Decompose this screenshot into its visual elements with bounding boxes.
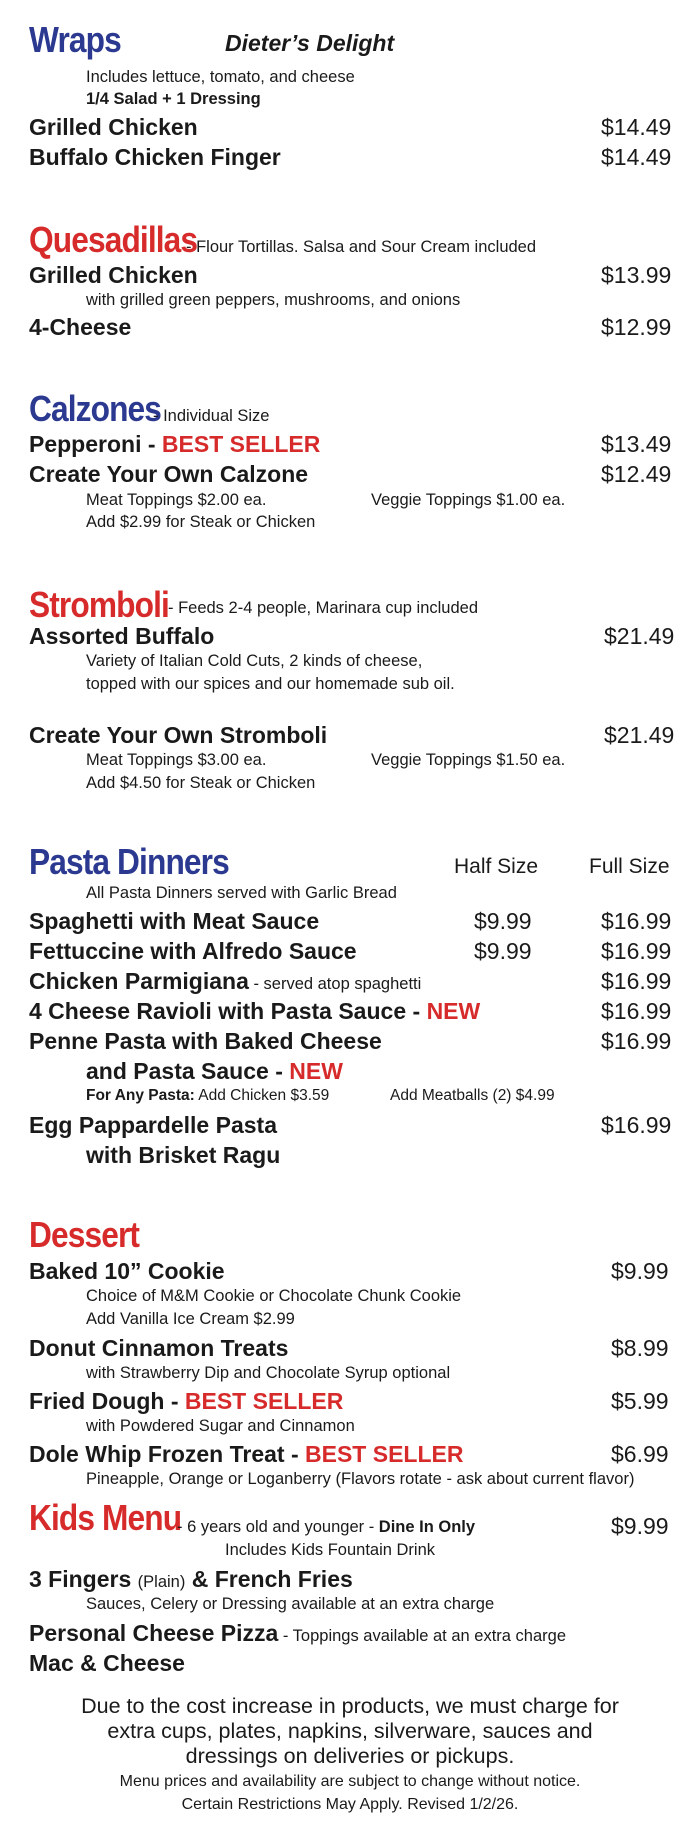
quesadillas-item-desc: with grilled green peppers, mushrooms, and onions <box>86 291 461 309</box>
wraps-subtitle: Dieter’s Delight <box>225 30 395 56</box>
dessert-item-desc: with Powdered Sugar and Cinnamon <box>86 1417 355 1435</box>
calzones-heading: Calzones <box>29 388 162 429</box>
dessert-item-price: $5.99 <box>611 1388 669 1414</box>
wraps-desc: Includes lettuce, tomato, and cheese <box>86 68 355 86</box>
wraps-heading: Wraps <box>29 19 121 60</box>
quesadillas-item-price: $12.99 <box>601 314 672 340</box>
wraps-item-name: Grilled Chicken <box>29 114 198 140</box>
pasta-full-size-header: Full Size <box>589 855 670 878</box>
kids-item-note: - Toppings available at an extra charge <box>278 1627 567 1645</box>
calzones-note: - Individual Size <box>153 407 270 425</box>
pasta-item-full-price: $16.99 <box>601 908 672 934</box>
kids-item-label: & French Fries <box>185 1566 353 1592</box>
quesadillas-item-price: $13.99 <box>601 262 672 288</box>
footer-disclaimer: Menu prices and availability are subject to change without notice. <box>119 1773 581 1790</box>
calzones-item-name: Create Your Own Calzone <box>29 461 309 487</box>
stromboli-heading: Stromboli <box>29 584 169 625</box>
kids-note-text: - 6 years old and younger - <box>177 1518 379 1536</box>
stromboli-item-desc: Variety of Italian Cold Cuts, 2 kinds of cheese, <box>86 652 423 670</box>
kids-item-name: Mac & Cheese <box>29 1650 185 1676</box>
pasta-item-name-line2: with Brisket Ragu <box>86 1142 281 1168</box>
pasta-item-full-price: $16.99 <box>601 968 672 994</box>
stromboli-item-price: $21.49 <box>604 623 675 649</box>
stromboli-item-name: Create Your Own Stromboli <box>29 722 328 748</box>
kids-item-name <box>29 1619 566 1647</box>
dessert-item-label: Fried Dough - <box>29 1388 185 1414</box>
wraps-item-name: Buffalo Chicken Finger <box>29 144 281 170</box>
pasta-heading: Pasta Dinners <box>29 841 229 882</box>
pasta-item-name: Egg Pappardelle Pasta <box>29 1112 277 1138</box>
pasta-item-full-price: $16.99 <box>601 1112 672 1138</box>
pasta-item-full-price: $16.99 <box>601 998 672 1024</box>
dessert-item-desc: Choice of M&M Cookie or Chocolate Chunk Cookie <box>86 1287 462 1305</box>
dessert-item-price: $8.99 <box>611 1335 669 1361</box>
pasta-item-note: - served atop spaghetti <box>248 975 422 993</box>
dessert-item-desc: Pineapple, Orange or Loganberry (Flavors rotate - ask about current flavor) <box>86 1470 635 1488</box>
stromboli-meat-toppings: Meat Toppings $3.00 ea. <box>86 751 267 769</box>
quesadillas-item-name: Grilled Chicken <box>29 262 198 288</box>
stromboli-add-note: Add $4.50 for Steak or Chicken <box>86 774 316 792</box>
dessert-item-price: $6.99 <box>611 1441 669 1467</box>
kids-item-name <box>29 1565 353 1593</box>
calzones-item-price: $13.49 <box>601 431 672 457</box>
wraps-desc2: 1/4 Salad + 1 Dressing <box>86 90 261 108</box>
kids-item-small: (Plain) <box>137 1573 186 1591</box>
dessert-item-name: Baked 10” Cookie <box>29 1258 225 1284</box>
pasta-item-name: Penne Pasta with Baked Cheese <box>29 1028 382 1054</box>
calzones-meat-toppings: Meat Toppings $2.00 ea. <box>86 491 267 509</box>
kids-note <box>177 1516 475 1538</box>
dessert-item-name <box>29 1387 343 1415</box>
pasta-item-label: 4 Cheese Ravioli with Pasta Sauce - <box>29 998 427 1024</box>
quesadillas-heading: Quesadillas <box>29 219 198 260</box>
calzones-item-name <box>29 430 320 458</box>
pasta-addons-label: For Any Pasta: <box>86 1087 195 1104</box>
stromboli-item-name: Assorted Buffalo <box>29 623 215 649</box>
pasta-item-half-price: $9.99 <box>474 908 532 934</box>
pasta-addon-meatballs: Add Meatballs (2) $4.99 <box>390 1087 555 1104</box>
pasta-item-name: Fettuccine with Alfredo Sauce <box>29 938 357 964</box>
pasta-addon-chicken: Add Chicken $3.59 <box>198 1087 330 1104</box>
pasta-half-size-header: Half Size <box>454 855 539 878</box>
dessert-item-desc: with Strawberry Dip and Chocolate Syrup optional <box>86 1364 451 1382</box>
dessert-item-name <box>29 1440 463 1468</box>
calzones-add-note: Add $2.99 for Steak or Chicken <box>86 513 316 531</box>
footer-notice-line: dressings on deliveries or pickups. <box>185 1744 515 1768</box>
calzones-item-price: $12.49 <box>601 461 672 487</box>
pasta-item-full-price: $16.99 <box>601 938 672 964</box>
stromboli-item-price: $21.49 <box>604 722 675 748</box>
kids-item-label: 3 Fingers <box>29 1566 138 1592</box>
calzones-veggie-toppings: Veggie Toppings $1.00 ea. <box>371 491 566 509</box>
new-badge: NEW <box>426 998 481 1024</box>
pasta-item-label: and Pasta Sauce - <box>86 1058 290 1084</box>
pasta-item-half-price: $9.99 <box>474 938 532 964</box>
pasta-item-full-price: $16.99 <box>601 1028 672 1054</box>
stromboli-veggie-toppings: Veggie Toppings $1.50 ea. <box>371 751 566 769</box>
best-seller-badge: BEST SELLER <box>161 431 321 457</box>
dessert-item-name: Donut Cinnamon Treats <box>29 1335 289 1361</box>
kids-item-desc: Sauces, Celery or Dressing available at an extra charge <box>86 1595 495 1613</box>
stromboli-note: - Feeds 2-4 people, Marinara cup included <box>168 599 479 617</box>
calzones-item-label: Pepperoni - <box>29 431 162 457</box>
pasta-addons <box>86 1085 329 1107</box>
wraps-item-price: $14.49 <box>601 114 672 140</box>
pasta-desc: All Pasta Dinners served with Garlic Bread <box>86 884 397 902</box>
new-badge: NEW <box>289 1058 343 1084</box>
pasta-item-name <box>29 967 421 995</box>
pasta-item-label: Chicken Parmigiana <box>29 968 249 994</box>
stromboli-item-desc: topped with our spices and our homemade sub oil. <box>86 675 455 693</box>
kids-item-label: Personal Cheese Pizza <box>29 1620 279 1646</box>
footer-notice-line: Due to the cost increase in products, we must charge for <box>81 1694 619 1718</box>
pasta-item-name <box>29 997 480 1025</box>
kids-drink-note: Includes Kids Fountain Drink <box>225 1541 436 1559</box>
pasta-item-name-line2 <box>86 1057 343 1085</box>
best-seller-badge: BEST SELLER <box>305 1441 464 1467</box>
pasta-item-name: Spaghetti with Meat Sauce <box>29 908 320 934</box>
footer-notice-line: extra cups, plates, napkins, silverware, sauces and <box>107 1719 593 1743</box>
dessert-item-label: Dole Whip Frozen Treat - <box>29 1441 306 1467</box>
kids-price: $9.99 <box>611 1513 669 1539</box>
dessert-item-price: $9.99 <box>611 1258 669 1284</box>
footer-revised: Certain Restrictions May Apply. Revised 1/2/26. <box>181 1796 519 1813</box>
quesadillas-note: - Flour Tortillas. Salsa and Sour Cream included <box>186 238 537 256</box>
quesadillas-item-name: 4-Cheese <box>29 314 132 340</box>
kids-dine-in-only: Dine In Only <box>378 1518 476 1536</box>
wraps-item-price: $14.49 <box>601 144 672 170</box>
dessert-heading: Dessert <box>29 1214 140 1255</box>
kids-heading: Kids Menu <box>29 1497 182 1538</box>
best-seller-badge: BEST SELLER <box>184 1388 344 1414</box>
dessert-item-desc: Add Vanilla Ice Cream $2.99 <box>86 1310 295 1328</box>
